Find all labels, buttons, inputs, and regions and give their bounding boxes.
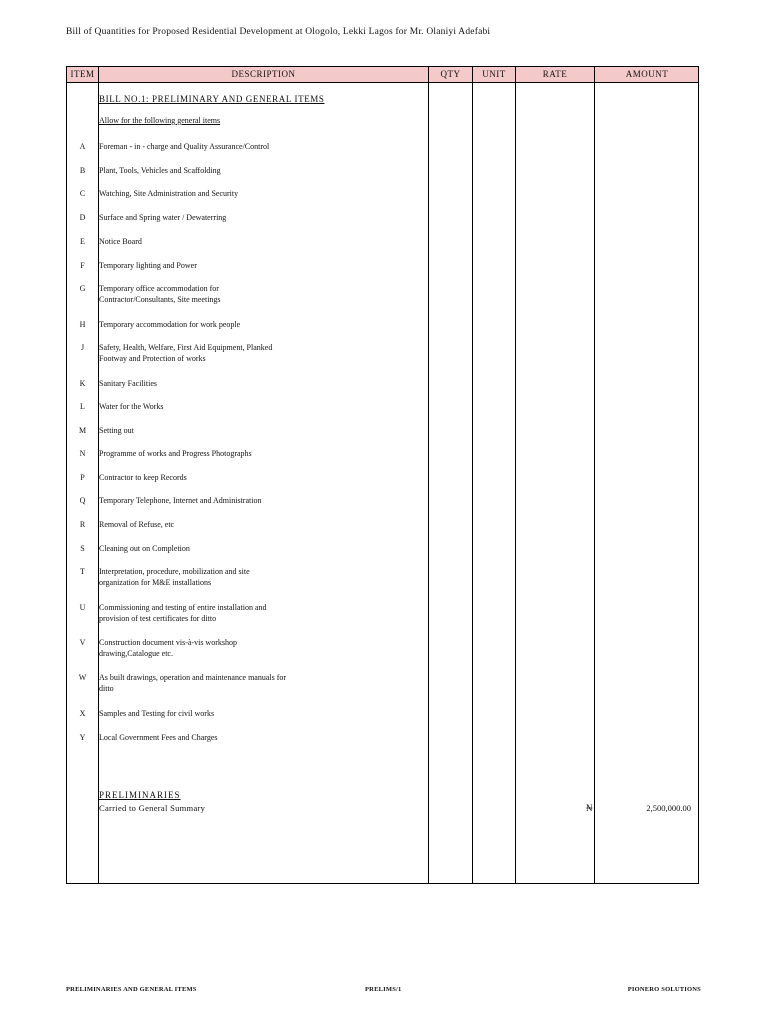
item-code: U <box>79 603 86 612</box>
bill-title: BILL NO.1: PRELIMINARY AND GENERAL ITEMS <box>99 94 325 104</box>
item-description: Temporary Telephone, Internet and Administration <box>99 496 262 505</box>
item-code: M <box>78 426 87 435</box>
item-description: Interpretation, procedure, mobilization and site organization for M&E installations <box>99 567 250 587</box>
item-code: A <box>79 142 86 151</box>
footer-company: PIONERO SOLUTIONS <box>627 986 701 993</box>
item-code: Q <box>79 496 86 505</box>
item-description: Programme of works and Progress Photographs <box>99 449 252 458</box>
item-description: Temporary accommodation for work people <box>99 320 241 329</box>
bill-intro: Allow for the following general items <box>99 116 221 125</box>
header-qty: QTY <box>440 69 461 79</box>
total-amount: 2,500,000.00 <box>646 803 691 813</box>
item-code: S <box>80 544 85 553</box>
item-code: P <box>80 473 85 482</box>
item-description: Removal of Refuse, etc <box>99 520 175 529</box>
item-description: Setting out <box>99 426 134 435</box>
carried-to-summary: Carried to General Summary <box>99 803 206 813</box>
item-description: Commissioning and testing of entire installation and provision of test certificates for ditto <box>99 603 267 623</box>
item-code: F <box>80 261 85 270</box>
header-unit: UNIT <box>482 69 506 79</box>
item-code: W <box>78 673 87 682</box>
column-divider <box>428 67 429 883</box>
boq-table <box>66 66 699 884</box>
column-divider <box>472 67 473 883</box>
item-code: D <box>79 213 86 222</box>
item-code: B <box>79 166 86 175</box>
column-divider <box>594 67 595 883</box>
table-header <box>67 67 698 83</box>
currency-symbol: ₦ <box>586 803 593 813</box>
document-title: Bill of Quantities for Proposed Residential Development at Ologolo, Lekki Lagos for Mr. Olaniyi Adefabi <box>66 27 491 37</box>
item-description: Notice Board <box>99 237 142 246</box>
item-code: L <box>80 402 85 411</box>
item-description: Samples and Testing for civil works <box>99 709 215 718</box>
item-code: J <box>80 343 85 352</box>
item-description: As built drawings, operation and maintenance manuals for ditto <box>99 673 287 693</box>
item-code: C <box>79 189 86 198</box>
column-divider <box>515 67 516 883</box>
item-description: Safety, Health, Welfare, First Aid Equipment, Planked Footway and Protection of works <box>99 343 273 363</box>
item-description: Water for the Works <box>99 402 164 411</box>
item-description: Temporary lighting and Power <box>99 261 197 270</box>
header-item: ITEM <box>70 69 95 79</box>
summary-label: PRELIMINARIES <box>99 790 181 800</box>
header-rate: RATE <box>542 69 568 79</box>
item-code: T <box>80 567 85 576</box>
item-description: Foreman - in - charge and Quality Assurance/Control <box>99 142 270 151</box>
footer-left: PRELIMINARIES AND GENERAL ITEMS <box>66 986 197 993</box>
header-amount: AMOUNT <box>625 69 669 79</box>
item-code: H <box>79 320 86 329</box>
item-code: Y <box>79 733 86 742</box>
header-description: DESCRIPTION <box>231 69 296 79</box>
item-description: Temporary office accommodation for Contractor/Consultants, Site meetings <box>99 284 221 304</box>
item-code: X <box>79 709 86 718</box>
item-description: Watching, Site Administration and Security <box>99 189 239 198</box>
item-description: Contractor to keep Records <box>99 473 187 482</box>
item-description: Local Government Fees and Charges <box>99 733 218 742</box>
item-code: R <box>79 520 86 529</box>
footer-page: PRELIMS/1 <box>365 986 402 993</box>
item-code: V <box>79 638 86 647</box>
item-description: Cleaning out on Completion <box>99 544 190 553</box>
item-description: Plant, Tools, Vehicles and Scaffolding <box>99 166 221 175</box>
item-description: Surface and Spring water / Dewaterring <box>99 213 227 222</box>
item-code: G <box>79 284 86 293</box>
item-code: E <box>80 237 85 246</box>
item-description: Sanitary Facilities <box>99 379 157 388</box>
item-description: Construction document vis-à-vis workshop drawing,Catalogue etc. <box>99 638 237 658</box>
item-code: K <box>79 379 86 388</box>
item-code: N <box>79 449 86 458</box>
